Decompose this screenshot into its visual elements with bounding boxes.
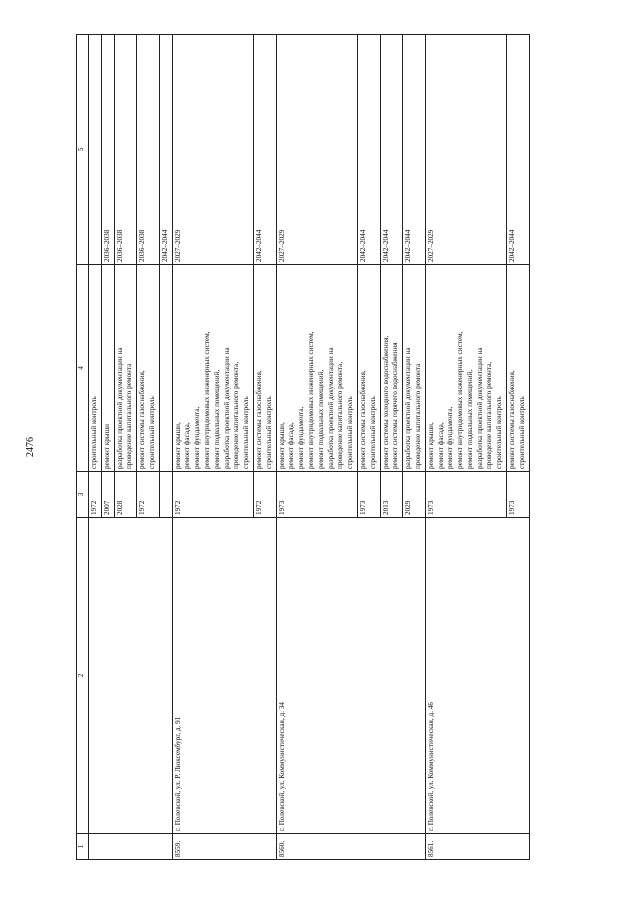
work-line: строительный контроль <box>368 396 377 469</box>
period-cell: 2042–2044 <box>253 35 276 265</box>
work-line: проведение капитального ремонта, <box>485 361 494 469</box>
work-line: разработка проектной документации на <box>475 347 484 469</box>
header-col-5: 5 <box>77 35 89 265</box>
work-cell <box>403 265 426 472</box>
work-line: разработка проектной документации на <box>404 347 413 469</box>
work-line: проведение капитального ремонта <box>125 363 134 469</box>
work-line: строительный контроль <box>264 396 273 469</box>
repair-schedule-table <box>76 34 530 860</box>
entry-number-cell: 8559. <box>172 834 276 860</box>
header-col-1: 1 <box>77 834 89 860</box>
work-cell <box>425 265 506 472</box>
work-cell <box>172 265 253 472</box>
work-line: разработка проектной документации на <box>326 347 335 469</box>
year-cell: 2013 <box>380 472 403 518</box>
header-col-3: 3 <box>77 472 89 518</box>
work-line: проведение капитального ремонта, <box>336 361 345 469</box>
period-cell: 2027–2029 <box>425 35 506 265</box>
address-cell: г. Полевской, ул. Коммунистическая, д. 34 <box>276 518 425 834</box>
work-line: ремонт подвальных помещений, <box>316 369 325 469</box>
work-line: ремонт подвальных помещений, <box>465 369 474 469</box>
table-row <box>276 35 357 860</box>
year-cell: 2007 <box>101 472 114 518</box>
work-cell <box>114 265 137 472</box>
work-line: ремонт системы газоснабжения, <box>358 370 367 469</box>
work-cell <box>89 265 102 472</box>
work-line: разработка проектной документации на <box>222 347 231 469</box>
work-line: ремонт крыши, <box>277 422 286 469</box>
work-line: ремонт системы горячего водоснабжения <box>391 342 400 469</box>
address-cell: г. Полевской, ул. Р. Люксембург, д. 91 <box>172 518 276 834</box>
year-cell: 1973 <box>507 472 530 518</box>
work-line: ремонт фундамента, <box>297 406 306 469</box>
year-cell: 1973 <box>425 472 506 518</box>
period-cell: 2027–2029 <box>276 35 357 265</box>
header-row <box>77 35 89 860</box>
table-row <box>172 35 253 860</box>
page-number: 2476 <box>25 437 36 457</box>
work-line: строительный контроль <box>242 396 251 469</box>
work-line: ремонт фасада, <box>183 422 192 469</box>
year-cell: 2028 <box>114 472 137 518</box>
work-line: ремонт внутридомовых инженерных систем, <box>202 331 211 469</box>
header-col-2: 2 <box>77 518 89 834</box>
work-line: ремонт фасада, <box>287 422 296 469</box>
year-cell: 1972 <box>253 472 276 518</box>
work-line: строительный контроль <box>147 396 156 469</box>
period-cell: 2042–2044 <box>159 35 172 265</box>
entry-number-cell: 8560. <box>276 834 425 860</box>
address-cell <box>89 518 173 834</box>
table-row <box>89 35 102 860</box>
year-cell: 1973 <box>276 472 357 518</box>
period-cell: 2042–2044 <box>403 35 426 265</box>
period-cell: 2036–2038 <box>137 35 160 265</box>
work-cell <box>276 265 357 472</box>
work-line: строительный контроль <box>517 396 526 469</box>
work-line: ремонт фундамента, <box>193 406 202 469</box>
work-cell <box>137 265 160 472</box>
work-line: ремонт крыши, <box>173 422 182 469</box>
period-cell <box>89 35 102 265</box>
work-line: проведение капитального ремонта <box>413 363 422 469</box>
work-cell <box>357 265 380 472</box>
work-line: строительный контроль <box>495 396 504 469</box>
year-cell <box>159 472 172 518</box>
period-cell: 2027–2029 <box>172 35 253 265</box>
work-line: ремонт подвальных помещений, <box>212 369 221 469</box>
year-cell: 1973 <box>357 472 380 518</box>
work-line: строительный контроль <box>90 396 98 469</box>
work-line: ремонт фасада, <box>436 422 445 469</box>
header-col-4: 4 <box>77 265 89 472</box>
work-line: ремонт системы холодного водоснабжения, <box>381 335 390 469</box>
work-line: строительный контроль <box>346 396 355 469</box>
work-line: разработка проектной документации на <box>115 347 124 469</box>
year-cell: 2029 <box>403 472 426 518</box>
rotated-table-wrapper <box>76 35 608 860</box>
work-cell <box>253 265 276 472</box>
work-line: ремонт системы газоснабжения, <box>138 370 147 469</box>
work-line: ремонт внутридомовых инженерных систем, <box>306 331 315 469</box>
table-body <box>89 35 530 860</box>
work-line: проведение капитального ремонта, <box>232 361 241 469</box>
year-cell: 1972 <box>172 472 253 518</box>
table-row <box>425 35 506 860</box>
work-line: ремонт внутридомовых инженерных систем, <box>456 331 465 469</box>
period-cell: 2042–2044 <box>507 35 530 265</box>
work-line: ремонт системы газоснабжения, <box>508 370 517 469</box>
work-cell <box>507 265 530 472</box>
address-cell: г. Полевской, ул. Коммунистическая, д. 46 <box>425 518 529 834</box>
period-cell: 2042–2044 <box>357 35 380 265</box>
work-line: ремонт системы газоснабжения, <box>254 370 263 469</box>
period-cell: 2042–2044 <box>380 35 403 265</box>
work-line: ремонт фундамента, <box>446 406 455 469</box>
year-cell: 1972 <box>89 472 102 518</box>
work-cell <box>159 265 172 472</box>
work-line: ремонт крыши, <box>426 422 435 469</box>
work-cell <box>380 265 403 472</box>
entry-number-cell: 8561. <box>425 834 529 860</box>
year-cell: 1972 <box>137 472 160 518</box>
period-cell: 2036–2038 <box>114 35 137 265</box>
work-cell <box>101 265 114 472</box>
entry-number-cell <box>89 834 173 860</box>
work-line: ремонт крыши <box>102 423 111 469</box>
period-cell: 2036–2038 <box>101 35 114 265</box>
